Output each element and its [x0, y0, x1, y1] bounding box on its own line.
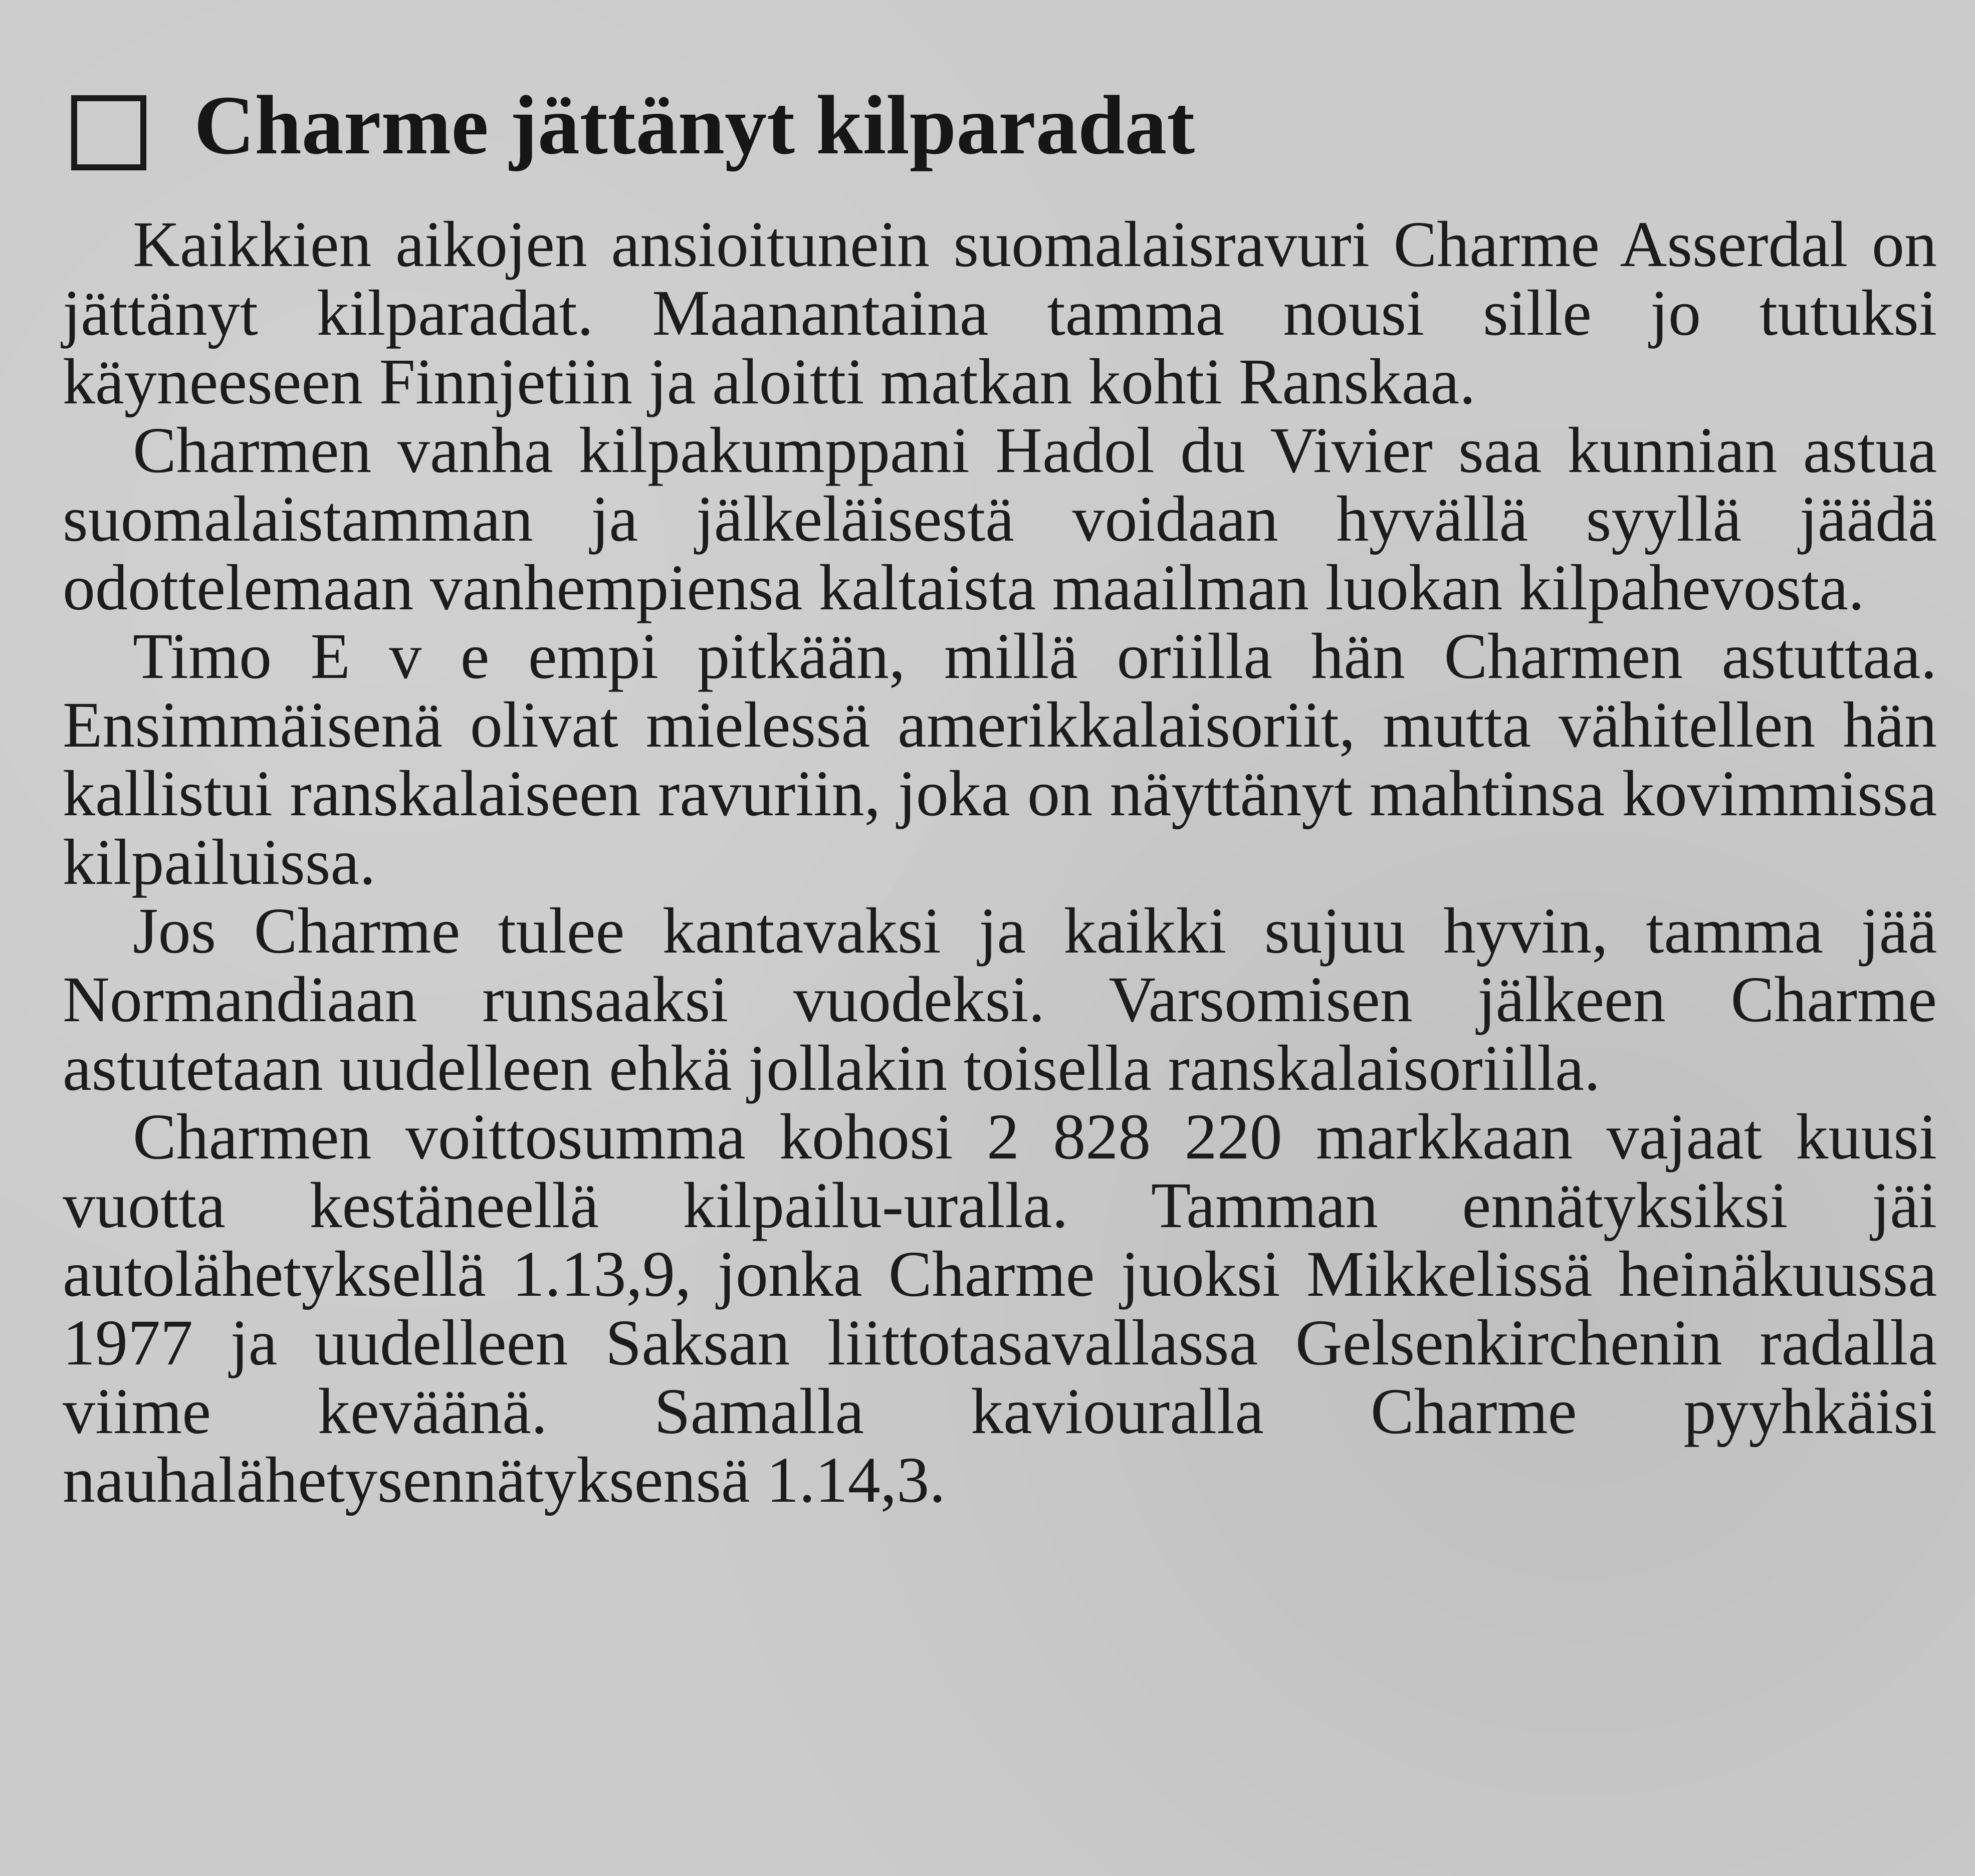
paragraph-3: Timo E v e empi pitkään, millä oriilla hän Charmen astuttaa. Ensimmäisenä olivat mielessä amerikkalaisoriit, mutta vähitellen hän kallistui ranskalaiseen ravuriin, joka on näyttänyt mahtinsa kovimmissa kilpailuissa.	[63, 620, 1937, 898]
paragraph-1: Kaikkien aikojen ansioitunein suomalaisravuri Charme Asserdal on jättänyt kilparadat. Maanantaina tamma nousi sille jo tutuksi käyneeseen Finnjetiin ja aloitti matkan kohti Ranskaa.	[63, 208, 1937, 418]
article-body	[63, 210, 1937, 1515]
checkbox-square-icon	[71, 95, 146, 170]
headline: Charme jättänyt kilparadat	[194, 79, 1195, 172]
paragraph-5: Charmen voittosumma kohosi 2 828 220 markkaan vajaat kuusi vuotta kestäneellä kilpailu-uralla. Tamman ennätyksiksi jäi autolähetyksellä 1.13,9, jonka Charme juoksi Mikkelissä heinäkuussa 1977 ja uudelleen Saksan liittotasavallassa Gelsenkirchenin radalla viime keväänä. Samalla kaviouralla Charme pyyhkäisi nauhalähetysennätyksensä 1.14,3.	[63, 1101, 1937, 1516]
paragraph-2: Charmen vanha kilpakumppani Hadol du Vivier saa kunnian astua suomalaistamman ja jälkeläisestä voidaan hyvällä syyllä jäädä odottelemaan vanhempiensa kaltaista maailman luokan kilpahevosta.	[63, 414, 1937, 624]
headline-row	[71, 75, 1195, 175]
paragraph-4: Jos Charme tulee kantavaksi ja kaikki sujuu hyvin, tamma jää Normandiaan runsaaksi vuodeksi. Varsomisen jälkeen Charme astutetaan uudelleen ehkä jollakin toisella ranskalaisoriilla.	[63, 895, 1937, 1104]
